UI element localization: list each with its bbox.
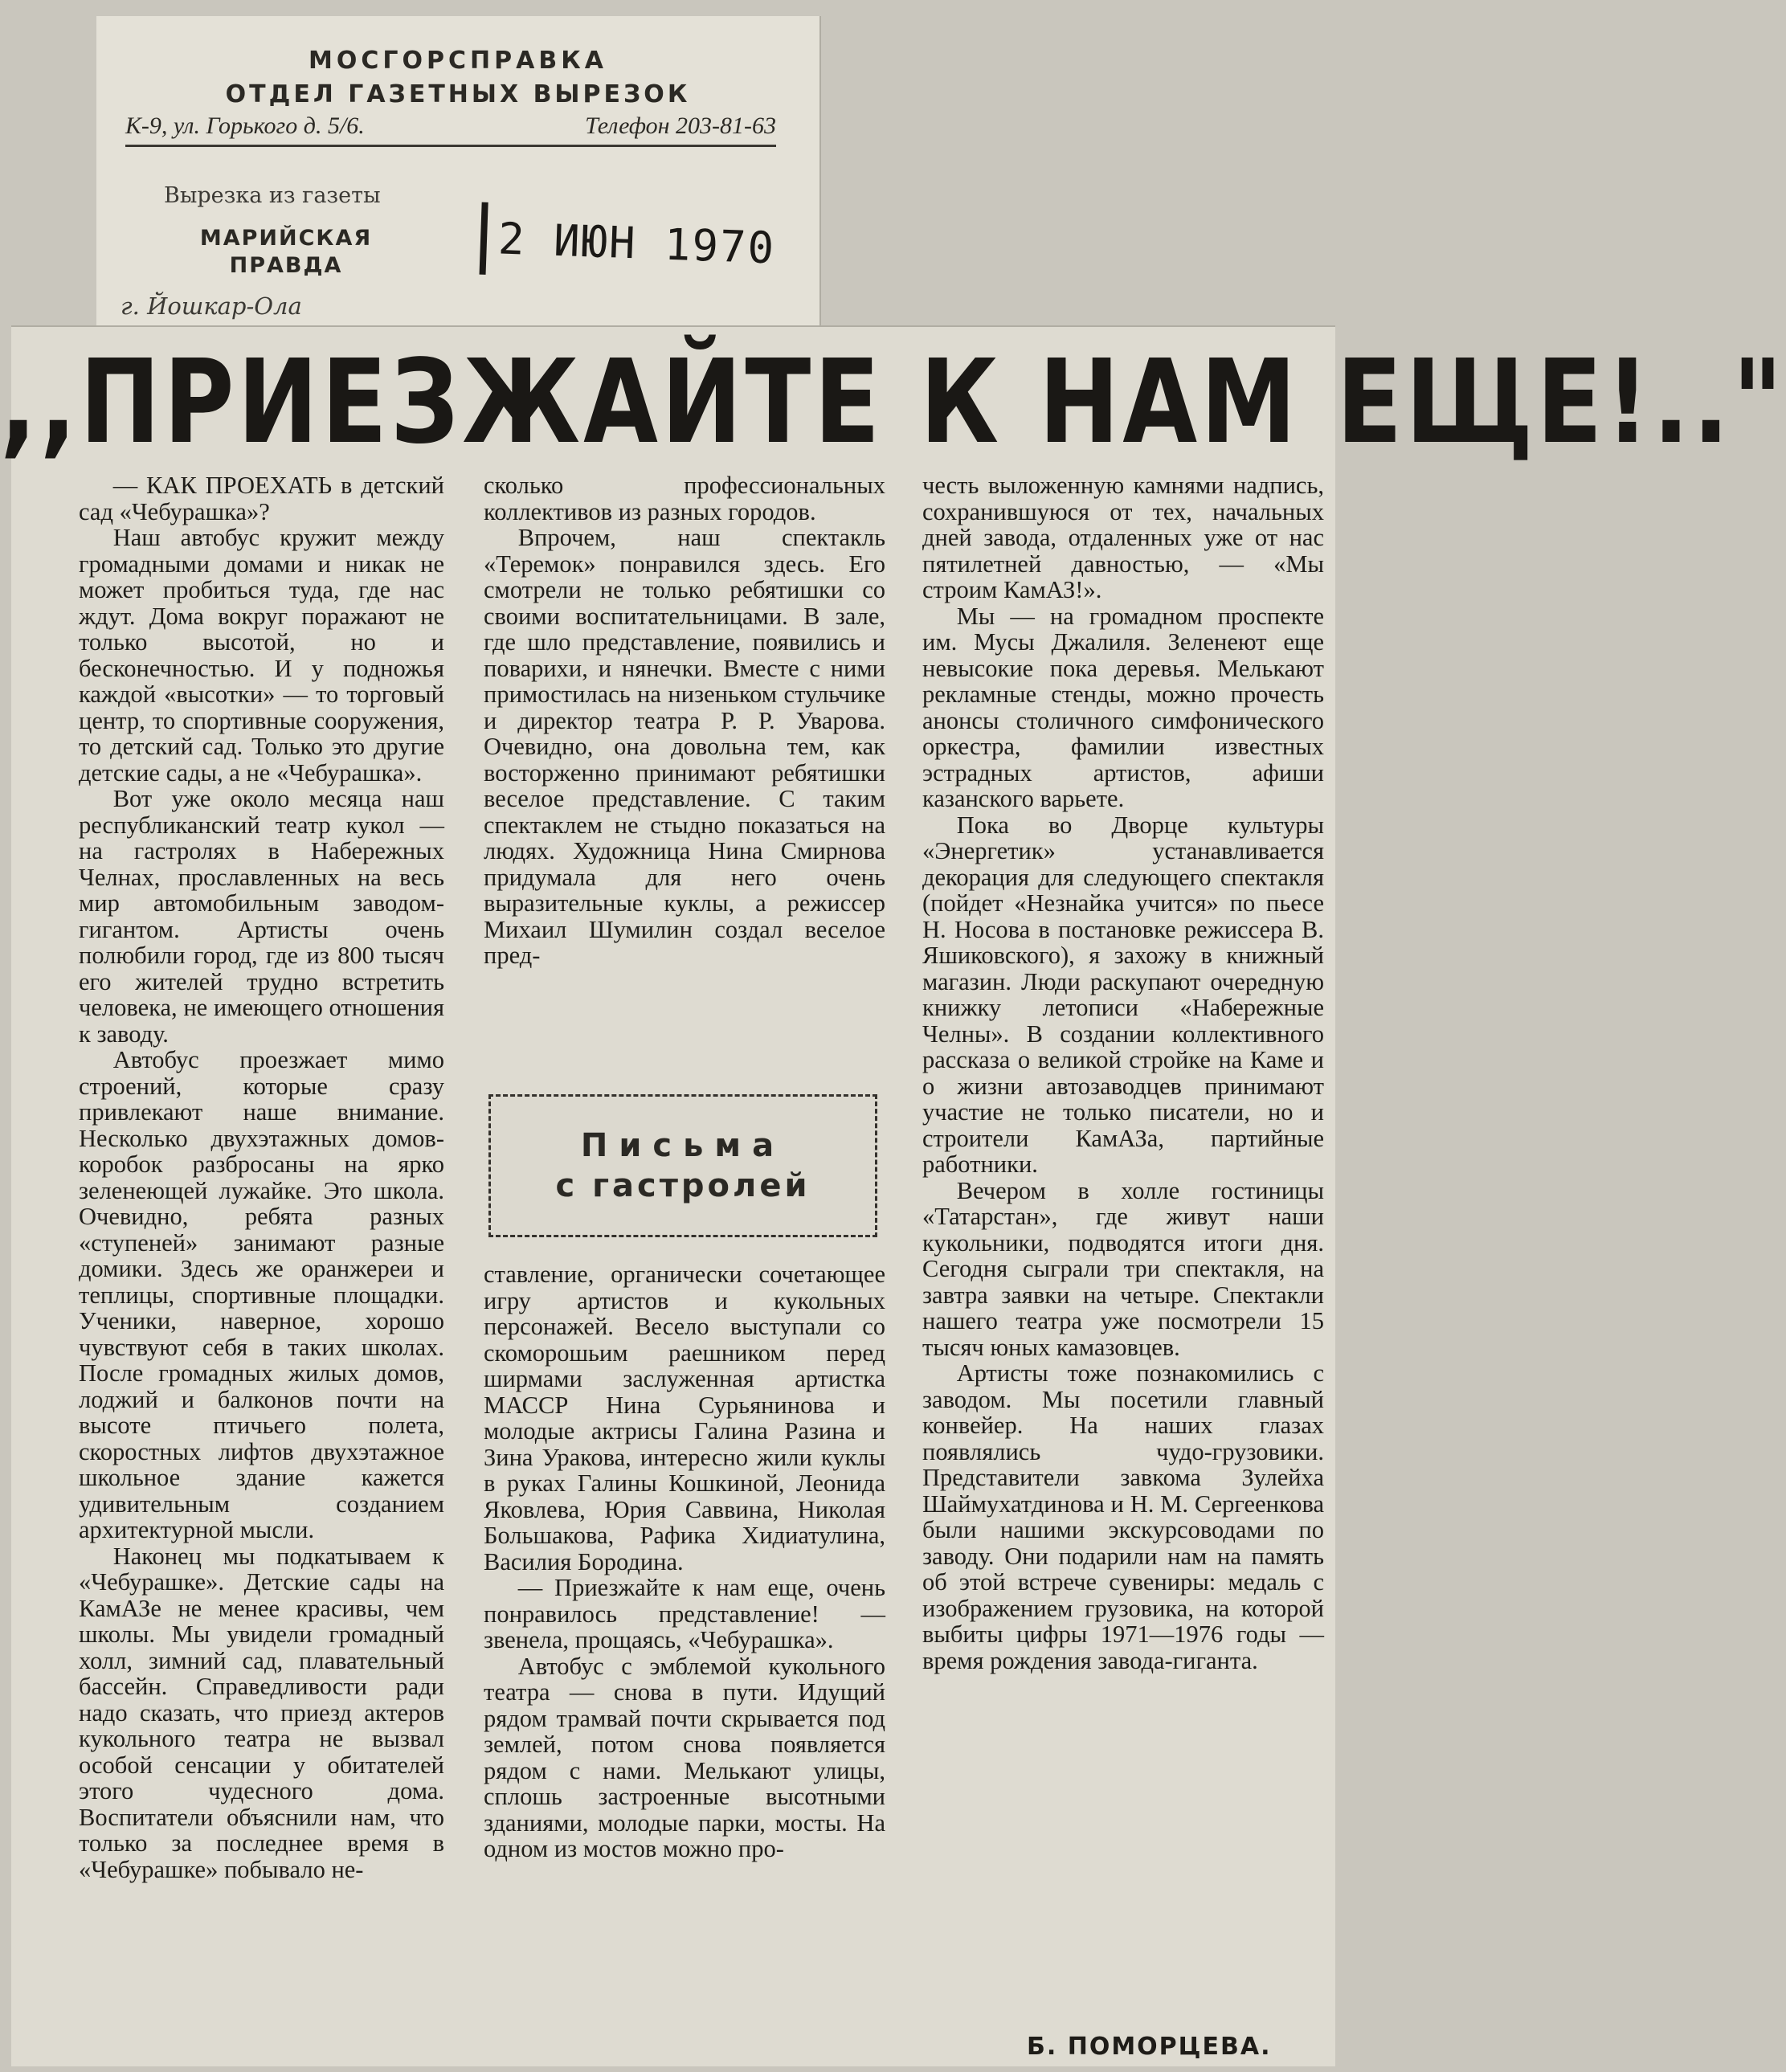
address-line <box>125 112 776 147</box>
rubric-title-line2: с гастролей <box>555 1167 811 1204</box>
paragraph: — Приезжайте к нам еще, очень понравилось представление! — звенела, прощаясь, «Чебурашка». <box>484 1574 885 1653</box>
date-stamp: 2 ИЮН 1970 <box>480 202 777 285</box>
paragraph: ставление, органически сочетающее игру артистов и кукольных персонажей. Весело выступали со скоморошьим раешником перед ширмами заслуженная артистка МАССР Нина Сурьянинова и молодые актрисы Галина Разина и Зина Уракова, интересно жили куклы в руках Галины Кошкиной, Леонида Яковлева, Юрия Саввина, Николая Большакова, Рафика Хидиатулина, Василия Бородина. <box>484 1261 885 1575</box>
department-name: ОТДЕЛ ГАЗЕТНЫХ ВЫРЕЗОК <box>225 80 691 108</box>
article-column-3 <box>922 472 1324 1674</box>
paragraph: Автобус с эмблемой кукольного театра — снова в пути. Идущий рядом трамвай почти скрывается под землей, потом снова появляется рядом с нами. Мелькают улицы, сплошь застроенные высотными зданиями, молодые парки, мосты. На одном из мостов можно про- <box>484 1652 885 1862</box>
paragraph: Наш автобус кружит между громадными домами и никак не может пробиться туда, где нас ждут. Дома вокруг поражают не только высотой, но и бесконечностью. И у подножья каждой «высотки» — то торговый центр, то спортивные сооружения, то детский сад. Только это другие детские сады, а не «Чебурашка». <box>79 524 444 787</box>
cutout-from-label: Вырезка из газеты <box>164 183 381 208</box>
paragraph: Вот уже около месяца наш республиканский театр кукол — на гастролях в Набережных Челнах, прославленных на весь мир автомобильным заводом-гигантом. Артисты очень полюбили город, где из 800 тысяч его жителей трудно встретить человека, не имеющего отношения к заводу. <box>79 785 444 1048</box>
paragraph: Пока во Дворце культуры «Энергетик» устанавливается декорация для следующего спектакля (пойдет «Незнайка учится» по пьесе Н. Носова в постановке режиссера В. Яшиковского), я захожу в книжный магазин. Люди раскупают очередную книжку летописи «Набережные Челны». В создании коллективного рассказа о великой стройке на Каме и о жизни автозаводцев принимают участие не только писатели, но и строители КамАЗа, партийные работники. <box>922 811 1324 1178</box>
article-column-1 <box>79 472 444 1882</box>
city-label: г. Йошкар-Ола <box>121 292 302 320</box>
article-column-2-bottom <box>484 1261 885 1862</box>
paragraph: — КАК ПРОЕХАТЬ в детский сад «Чебурашка»? <box>79 472 444 525</box>
rubric-inset-box <box>488 1094 877 1237</box>
paragraph: Вечером в холле гостиницы «Татарстан», где живут наши кукольники, подводятся итоги дня. Сегодня сыграли три спектакля, на завтра заявки на четыре. Спектакли нашего театра уже посмотрели 15 тысяч юных камазовцев. <box>922 1176 1324 1361</box>
address-text: К-9, ул. Горького д. 5/6. <box>125 112 365 139</box>
organization-name: МОСГОРСПРАВКА <box>309 47 607 75</box>
rubric-title-line1: Письма <box>580 1127 786 1164</box>
phone-text: Телефон 203-81-63 <box>585 112 776 139</box>
paragraph: Впрочем, наш спектакль «Теремок» понравился здесь. Его смотрели не только ребятишки со своими воспитательницами. В зале, где шло представление, появились и поварихи, и нянечки. Вместе с ними примостилась на низеньком стульчике и директор театра Р. Р. Уварова. Очевидно, она довольна тем, как восторженно принимают ребятишки веселое представление. С таким спектаклем не стыдно показаться на людях. Художница Нина Смирнова придумала для него очень выразительные куклы, а режиссер Михаил Шумилин создал веселое пред- <box>484 524 885 969</box>
newspaper-name <box>190 225 382 280</box>
article-headline: ,,ПРИЕЗЖАЙТЕ К НАМ ЕЩЕ!.." <box>0 336 1786 470</box>
paragraph: Автобус проезжает мимо строений, которые сразу привлекают наше внимание. Несколько двухэтажных домов-коробок разбросаны на ярко зеленеющей лужайке. Это школа. Очевидно, ребята разных «ступеней» занимают разные домики. Здесь же оранжереи и теплицы, спортивные площадки. Ученики, наверное, хорошо чувствуют себя в таких школах. После громадных жилых домов, лоджий и балконов почти на высоте птичьего полета, скоростных лифтов двухэтажное школьное здание кажется удивительным созданием архитектурной мысли. <box>79 1046 444 1543</box>
paragraph: Мы — на громадном проспекте им. Мусы Джалиля. Зеленеют еще невысокие пока деревья. Мелькают рекламные стенды, можно прочесть анонсы столичного симфонического оркестра, фамилии известных эстрадных артистов, афиши казанского варьете. <box>922 602 1324 812</box>
newspaper-name-line2: ПРАВДА <box>229 253 343 278</box>
author-signature: Б. ПОМОРЦЕВА. <box>1027 2033 1272 2061</box>
paragraph: Артисты тоже познакомились с заводом. Мы посетили главный конвейер. На наших глазах появлялись чудо-грузовики. Представители завкома Зулейха Шаймухатдинова и Н. М. Сергеенкова были нашими экскурсоводами по заводу. Они подарили нам на память об этой встрече сувениры: медаль с изображением грузовика, на которой выбиты цифры 1971—1976 годы — время рождения завода-гиганта. <box>922 1359 1324 1674</box>
paragraph: Наконец мы подкатываем к «Чебурашке». Детские сады на КамАЗе не менее красивы, чем школы. Мы увидели громадный холл, зимний сад, плавательный бассейн. Справедливости ради надо сказать, что приезд актеров кукольного театра не вызвал особой сенсации у обитателей этого чудесного дома. Воспитатели объяснили нам, что только за последнее время в «Чебурашке» побывало не- <box>79 1542 444 1883</box>
newspaper-name-line1: МАРИЙСКАЯ <box>199 226 373 251</box>
paragraph: сколько профессиональных коллективов из разных городов. <box>484 472 885 525</box>
paragraph: честь выложенную камнями надпись, сохранившуюся от тех, начальных дней завода, отдаленных уже от нас пятилетней давностью, — «Мы строим КамАЗ!». <box>922 472 1324 603</box>
